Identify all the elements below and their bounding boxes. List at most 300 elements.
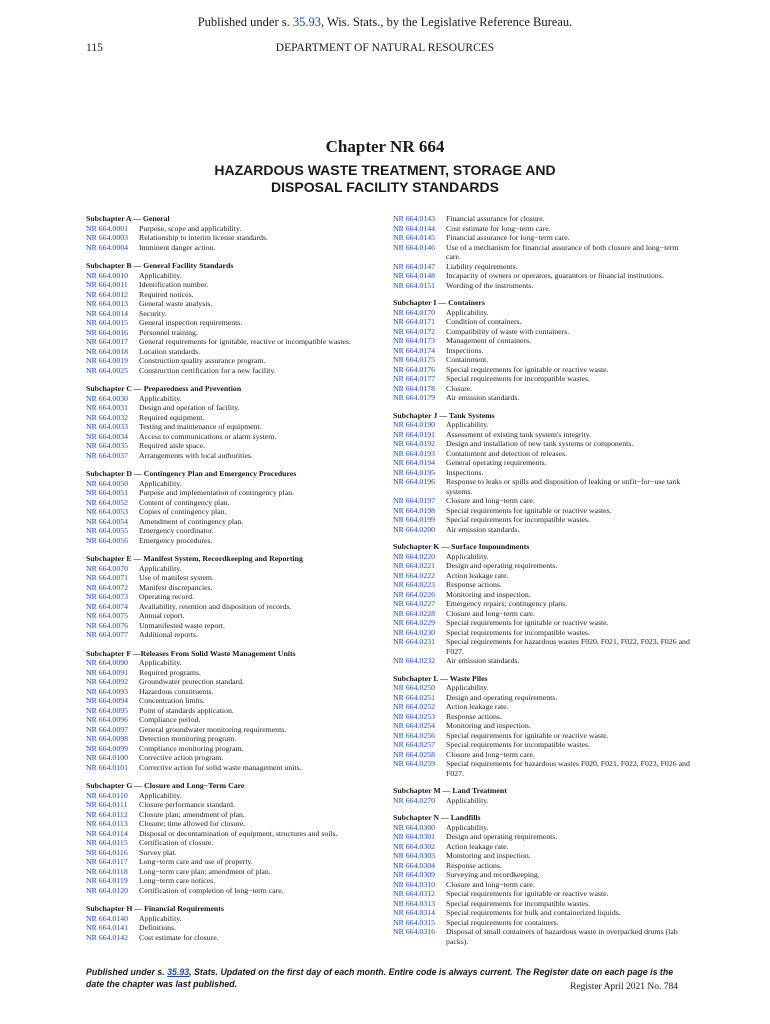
section-link[interactable]: NR 664.0119 [86, 876, 128, 885]
section-link[interactable]: NR 664.0144 [393, 223, 436, 233]
section-link[interactable]: NR 664.0175 [393, 355, 436, 364]
toc-entry [86, 224, 386, 234]
section-link[interactable]: NR 664.0095 [86, 705, 129, 715]
section-link[interactable]: NR 664.0191 [393, 429, 436, 439]
section-title: Incapacity of owners or operators, guarantors or financial institutions. [446, 271, 664, 280]
section-title: Certification of completion of long−term care. [139, 885, 284, 895]
section-link[interactable]: NR 664.0315 [393, 917, 436, 927]
toc-entry [393, 683, 693, 693]
section-link[interactable]: NR 664.0037 [86, 450, 129, 460]
section-link[interactable]: NR 664.0093 [86, 686, 129, 696]
section-link[interactable]: NR 664.0094 [86, 696, 129, 705]
section-title: Certification of closure. [139, 838, 214, 847]
section-link[interactable]: NR 664.0054 [86, 516, 129, 526]
section-title: Applicability. [139, 478, 182, 488]
section-title: Required aisle space. [139, 441, 206, 450]
toc-entry [86, 867, 386, 877]
section-link[interactable]: NR 664.0251 [393, 692, 436, 702]
section-link[interactable]: NR 664.0313 [393, 898, 436, 908]
section-title: Management of containers. [446, 336, 532, 345]
toc-entry [393, 656, 693, 666]
toc-entry [393, 927, 693, 946]
toc-entry [393, 515, 693, 525]
subchapter-heading: Subchapter I — Containers [393, 298, 485, 307]
toc-entry [393, 702, 693, 712]
section-link[interactable]: NR 664.0092 [86, 677, 129, 686]
toc-entry [86, 810, 386, 820]
section-link[interactable]: NR 664.0051 [86, 488, 129, 497]
toc-entry [393, 233, 693, 243]
toc-entry [393, 580, 693, 590]
toc-entry [393, 796, 693, 806]
section-link[interactable]: NR 664.0112 [86, 809, 128, 819]
toc-entry [86, 507, 386, 517]
toc-entry [393, 317, 693, 327]
section-link[interactable]: NR 664.0076 [86, 620, 129, 630]
section-link[interactable]: NR 664.0258 [393, 749, 436, 759]
section-link[interactable]: NR 664.0199 [393, 515, 436, 524]
section-link[interactable]: NR 664.0014 [86, 308, 129, 318]
toc-entry [86, 356, 386, 366]
section-link[interactable]: NR 664.0141 [86, 923, 129, 932]
section-title: Special requirements for bulk and containerized liquids. [446, 908, 621, 917]
toc-entry [86, 290, 386, 300]
section-title: Design and operating requirements. [446, 561, 558, 570]
section-link[interactable]: NR 664.0226 [393, 589, 436, 599]
section-title: Action leakage rate. [446, 702, 509, 711]
section-link[interactable]: NR 664.0101 [86, 762, 129, 772]
section-link[interactable]: NR 664.0018 [86, 346, 129, 356]
section-title: Liability requirements. [446, 261, 518, 271]
section-link[interactable]: NR 664.0146 [393, 242, 436, 252]
section-link[interactable]: NR 664.0055 [86, 526, 129, 535]
section-link[interactable]: NR 664.0228 [393, 608, 436, 618]
section-title: Point of standards application. [139, 705, 234, 715]
section-link[interactable]: NR 664.0032 [86, 412, 129, 422]
toc-entry [86, 630, 386, 640]
section-link[interactable]: NR 664.0004 [86, 242, 129, 252]
section-link[interactable]: NR 664.0030 [86, 393, 129, 403]
section-link[interactable]: NR 664.0016 [86, 327, 129, 337]
section-link[interactable]: NR 664.0196 [393, 477, 436, 486]
section-link[interactable]: NR 664.0304 [393, 860, 436, 870]
section-title: Annual report. [139, 611, 185, 620]
section-link[interactable]: NR 664.0179 [393, 393, 436, 402]
toc-entry [393, 214, 693, 224]
section-title: Closure. [446, 383, 473, 393]
toc-entry [393, 458, 693, 468]
section-title: Amendment of contingency plan. [139, 516, 244, 526]
section-link[interactable]: NR 664.0031 [86, 403, 129, 412]
section-title: Survey plat. [139, 847, 177, 857]
toc-entry [393, 880, 693, 890]
section-link[interactable]: NR 664.0073 [86, 592, 129, 601]
section-title: Definitions. [139, 923, 177, 932]
section-title: Applicability. [139, 913, 182, 923]
section-title: Monitoring and inspection. [446, 589, 531, 599]
toc-entry [86, 498, 386, 508]
toc-entry [86, 413, 386, 423]
section-link[interactable]: NR 664.0190 [393, 420, 436, 429]
section-link[interactable]: NR 664.0198 [393, 505, 436, 515]
section-link[interactable]: NR 664.0111 [86, 800, 128, 809]
section-title: Disposal of small containers of hazardous waste in overpacked drums (lab packs). [446, 927, 678, 946]
department-header: DEPARTMENT OF NATURAL RESOURCES [275, 42, 495, 54]
section-link[interactable]: NR 664.0143 [393, 214, 436, 223]
toc-entry [86, 403, 386, 413]
toc-entry [393, 823, 693, 833]
section-title: General waste analysis. [139, 299, 213, 308]
section-link[interactable]: NR 664.0197 [393, 496, 436, 505]
footer-prefix: Published under s. [86, 967, 168, 977]
section-link[interactable]: NR 664.0075 [86, 611, 129, 620]
toc-entry [393, 262, 693, 272]
section-link[interactable]: NR 664.0200 [393, 524, 436, 534]
toc-entry [393, 731, 693, 741]
section-link[interactable]: NR 664.0011 [86, 280, 128, 289]
section-link[interactable]: NR 664.0098 [86, 734, 129, 743]
section-link[interactable]: NR 664.0300 [393, 822, 436, 832]
toc-entry [393, 336, 693, 346]
section-title: Air emission standards. [446, 524, 520, 534]
section-link[interactable]: NR 664.0003 [86, 233, 129, 242]
section-link[interactable]: NR 664.0270 [393, 795, 436, 805]
section-title: General operating requirements. [446, 458, 547, 467]
section-link[interactable]: NR 664.0223 [393, 580, 436, 589]
section-title: General requirements for ignitable, reactive or incompatible wastes. [139, 337, 351, 346]
section-link[interactable]: NR 664.0071 [86, 573, 129, 582]
section-title: Required programs. [139, 667, 201, 677]
section-title: Applicability. [446, 795, 489, 805]
section-link[interactable]: NR 664.0151 [393, 280, 436, 290]
subchapter-heading: Subchapter N — Landfills [393, 813, 481, 822]
section-title: Special requirements for ignitable or reactive waste. [446, 889, 609, 898]
section-title: Purpose and implementation of contingency plan. [139, 488, 295, 497]
publication-prefix: Published under s. [197, 15, 293, 29]
toc-entry [393, 281, 693, 291]
toc-entry [393, 599, 693, 609]
toc-entry [86, 299, 386, 309]
section-link[interactable]: NR 664.0142 [86, 932, 129, 942]
toc-entry [393, 355, 693, 365]
section-link[interactable]: NR 664.0096 [86, 715, 129, 724]
section-title: Long−term care plan; amendment of plan. [139, 866, 271, 876]
toc-entry [86, 914, 386, 924]
section-link[interactable]: NR 664.0091 [86, 667, 129, 677]
section-link[interactable]: NR 664.0173 [393, 336, 436, 345]
section-title: Applicability. [446, 551, 489, 561]
toc-entry [393, 842, 693, 852]
section-title: Long−term care and use of property. [139, 857, 253, 866]
toc-entry [86, 838, 386, 848]
section-link[interactable]: NR 664.0302 [393, 841, 436, 851]
footer-suffix: , Stats. Updated on the first day of each month. Entire code is always current. The Register date on each page is the date the chapter was last published. [86, 967, 674, 989]
toc-entry [86, 280, 386, 290]
section-title: Compliance period. [139, 715, 201, 724]
section-title: Closure and long−term care. [446, 608, 535, 618]
section-link[interactable]: NR 664.0193 [393, 448, 436, 458]
section-link[interactable]: NR 664.0118 [86, 866, 128, 876]
section-title: Purpose, scope and applicability. [139, 223, 242, 233]
section-link[interactable]: NR 664.0035 [86, 441, 129, 450]
right-column [393, 214, 693, 946]
section-link[interactable]: NR 664.0170 [393, 307, 436, 317]
section-title: Required equipment. [139, 412, 205, 422]
section-title: Content of contingency plan. [139, 497, 230, 507]
section-title: Special requirements for incompatible wastes. [446, 627, 590, 637]
subchapter-heading: Subchapter K — Surface Impoundments [393, 542, 530, 551]
section-link[interactable]: NR 664.0001 [86, 223, 129, 233]
section-link[interactable]: NR 664.0192 [393, 439, 436, 448]
toc-entry [86, 696, 386, 706]
toc-entry [86, 526, 386, 536]
section-link[interactable]: NR 664.0033 [86, 422, 129, 431]
section-title: Air emission standards. [446, 656, 520, 665]
section-title: General groundwater monitoring requirements. [139, 724, 287, 734]
toc-entry [86, 611, 386, 621]
section-title: Special requirements for hazardous wastes F020, F021, F022, F023, F026 and F027. [446, 637, 690, 656]
toc-entry [86, 573, 386, 583]
section-link[interactable]: NR 664.0010 [86, 270, 129, 280]
section-link[interactable]: NR 664.0072 [86, 582, 129, 592]
section-title: Special requirements for ignitable or reactive waste. [446, 618, 609, 627]
toc-entry [86, 337, 386, 347]
subchapter-heading: Subchapter L — Waste Piles [393, 673, 488, 683]
footer-statute-link[interactable]: 35.93 [167, 967, 190, 977]
toc-entry [393, 525, 693, 535]
toc-entry [393, 721, 693, 731]
toc-entry [86, 725, 386, 735]
section-link[interactable]: NR 664.0025 [86, 365, 129, 375]
section-link[interactable]: NR 664.0050 [86, 478, 129, 488]
toc-entry [393, 393, 693, 403]
toc-entry [393, 439, 693, 449]
section-link[interactable]: NR 664.0015 [86, 318, 129, 327]
toc-entry [393, 870, 693, 880]
section-title: Operating record. [139, 592, 194, 601]
section-link[interactable]: NR 664.0070 [86, 563, 129, 573]
section-link[interactable]: NR 664.0177 [393, 374, 436, 383]
section-title: Design and operating requirements. [446, 832, 558, 841]
section-title: General inspection requirements. [139, 318, 243, 327]
toc-entry [393, 628, 693, 638]
section-link[interactable]: NR 664.0231 [393, 637, 436, 646]
section-link[interactable]: NR 664.0171 [393, 317, 436, 326]
section-title: Containment and detection of releases. [446, 448, 568, 458]
section-link[interactable]: NR 664.0100 [86, 753, 129, 762]
section-title: Corrective action program. [139, 753, 224, 762]
toc-entry [86, 706, 386, 716]
toc-entry [393, 693, 693, 703]
section-title: Assessment of existing tank system's integrity. [446, 429, 592, 439]
section-link[interactable]: NR 664.0254 [393, 721, 436, 730]
section-title: Response actions. [446, 580, 502, 589]
subchapter-heading: Subchapter E — Manifest System, Recordkeeping and Reporting [86, 554, 303, 563]
section-title: Imminent danger action. [139, 242, 216, 252]
section-title: Cost estimate for long−term care. [446, 223, 551, 233]
section-link[interactable]: NR 664.0312 [393, 889, 436, 898]
section-link[interactable]: NR 664.0114 [86, 828, 128, 838]
section-title: Special requirements for containers. [446, 917, 559, 927]
section-title: Special requirements for incompatible wastes. [446, 740, 590, 749]
section-title: Arrangements with local authorities. [139, 450, 253, 460]
section-title: Applicability. [446, 420, 489, 429]
section-link[interactable]: NR 664.0019 [86, 356, 129, 365]
section-title: Groundwater protection standard. [139, 677, 245, 686]
section-title: Location standards. [139, 346, 201, 356]
section-link[interactable]: NR 664.0052 [86, 497, 129, 507]
section-title: Concentration limits. [139, 696, 205, 705]
section-link[interactable]: NR 664.0113 [86, 819, 128, 828]
subchapter-heading: Subchapter C — Preparedness and Prevention [86, 384, 242, 393]
section-link[interactable]: NR 664.0053 [86, 507, 129, 516]
section-title: Action leakage rate. [446, 841, 509, 851]
section-link[interactable]: NR 664.0259 [393, 759, 436, 768]
section-link[interactable]: NR 664.0110 [86, 790, 128, 800]
section-link[interactable]: NR 664.0074 [86, 601, 129, 611]
section-title: Special requirements for incompatible wastes. [446, 898, 590, 908]
section-link[interactable]: NR 664.0257 [393, 740, 436, 749]
section-title: Financial assurance for long−term care. [446, 233, 570, 242]
section-title: Special requirements for ignitable or reactive wastes. [446, 505, 612, 515]
section-link[interactable]: NR 664.0178 [393, 383, 436, 393]
toc-entry [393, 477, 693, 496]
toc-entry [86, 715, 386, 725]
section-title: Condition of containers. [446, 317, 522, 326]
section-link[interactable]: NR 664.0256 [393, 730, 436, 740]
section-link[interactable]: NR 664.0309 [393, 870, 436, 879]
section-link[interactable]: NR 664.0090 [86, 658, 129, 667]
toc-entry [86, 366, 386, 376]
section-title: Unmanifested waste report. [139, 620, 225, 630]
toc-entry [393, 750, 693, 760]
toc-entry [393, 430, 693, 440]
toc-entry [393, 420, 693, 430]
section-link[interactable]: NR 664.0303 [393, 851, 436, 860]
toc-entry [86, 602, 386, 612]
toc-entry [86, 233, 386, 243]
statute-link[interactable]: 35.93 [292, 15, 321, 29]
section-link[interactable]: NR 664.0220 [393, 551, 436, 561]
toc-entry [86, 753, 386, 763]
toc-entry [86, 536, 386, 546]
section-link[interactable]: NR 664.0301 [393, 832, 436, 841]
section-link[interactable]: NR 664.0172 [393, 326, 436, 336]
toc-entry [393, 468, 693, 478]
toc-entry [86, 432, 386, 442]
section-link[interactable]: NR 664.0316 [393, 927, 436, 936]
section-title: Emergency repairs; contingency plans. [446, 599, 568, 608]
toc-entry [86, 583, 386, 593]
toc-entry [86, 687, 386, 697]
section-link[interactable]: NR 664.0013 [86, 299, 129, 308]
toc-entry [393, 552, 693, 562]
subchapter-heading: Subchapter H — Financial Requirements [86, 904, 224, 913]
toc-entry [86, 876, 386, 886]
section-link[interactable]: NR 664.0176 [393, 364, 436, 374]
section-title: Response actions. [446, 860, 502, 870]
section-title: Cost estimate for closure. [139, 932, 219, 942]
section-link[interactable]: NR 664.0120 [86, 885, 129, 895]
section-link[interactable]: NR 664.0195 [393, 467, 436, 477]
toc-entry [86, 592, 386, 602]
section-title: Surveying and recordkeeping. [446, 870, 540, 879]
section-title: Identification number. [139, 280, 209, 289]
toc-entry [86, 309, 386, 319]
section-link[interactable]: NR 664.0077 [86, 630, 129, 639]
section-link[interactable]: NR 664.0115 [86, 838, 128, 847]
toc-entry [86, 328, 386, 338]
toc-entry [86, 857, 386, 867]
toc-entry [393, 908, 693, 918]
section-link[interactable]: NR 664.0253 [393, 711, 436, 721]
section-title: Special requirements for ignitable or reactive waste. [446, 730, 609, 740]
toc-entry [393, 224, 693, 234]
section-title: Applicability. [139, 563, 182, 573]
toc-entry [393, 832, 693, 842]
section-link[interactable]: NR 664.0012 [86, 289, 129, 299]
section-title: Applicability. [139, 790, 182, 800]
toc-entry [393, 449, 693, 459]
section-link[interactable]: NR 664.0222 [393, 570, 436, 580]
section-link[interactable]: NR 664.0056 [86, 535, 129, 545]
section-title: Additional reports. [139, 630, 198, 639]
section-title: Special requirements for incompatible wastes. [446, 374, 590, 383]
section-title: Emergency coordinator. [139, 526, 214, 535]
section-title: Use of manifest system. [139, 573, 214, 582]
subchapter-heading: Subchapter B — General Facility Standards [86, 261, 234, 270]
section-link[interactable]: NR 664.0116 [86, 847, 128, 857]
section-link[interactable]: NR 664.0148 [393, 271, 436, 280]
section-title: Hazardous constituents. [139, 686, 214, 696]
section-link[interactable]: NR 664.0230 [393, 627, 436, 637]
section-link[interactable]: NR 664.0145 [393, 233, 436, 242]
section-title: Corrective action for solid waste management units. [139, 762, 302, 772]
section-link[interactable]: NR 664.0034 [86, 431, 129, 441]
section-title: Closure and long−term care. [446, 496, 535, 505]
toc-entry [86, 318, 386, 328]
toc-entry [86, 422, 386, 432]
toc-entry [86, 517, 386, 527]
toc-entry [393, 271, 693, 281]
section-link[interactable]: NR 664.0194 [393, 458, 436, 467]
toc-entry [86, 347, 386, 357]
section-link[interactable]: NR 664.0099 [86, 743, 129, 753]
publication-notice [0, 15, 770, 30]
section-link[interactable]: NR 664.0252 [393, 702, 436, 711]
section-title: Personnel training. [139, 327, 198, 337]
section-link[interactable]: NR 664.0117 [86, 857, 128, 866]
section-link[interactable]: NR 664.0314 [393, 908, 436, 917]
section-link[interactable]: NR 664.0140 [86, 913, 129, 923]
section-link[interactable]: NR 664.0227 [393, 599, 436, 608]
section-link[interactable]: NR 664.0229 [393, 618, 436, 627]
section-link[interactable]: NR 664.0232 [393, 656, 436, 665]
section-title: Closure and long−term care. [446, 749, 535, 759]
section-link[interactable]: NR 664.0017 [86, 337, 129, 346]
section-link[interactable]: NR 664.0174 [393, 345, 436, 355]
section-link[interactable]: NR 664.0097 [86, 724, 129, 734]
section-title: Special requirements for hazardous wastes F020, F021, F022, F023, F026 and F027. [446, 759, 690, 778]
section-title: Air emission standards. [446, 393, 520, 402]
section-link[interactable]: NR 664.0250 [393, 683, 436, 692]
toc-entry [86, 800, 386, 810]
section-link[interactable]: NR 664.0221 [393, 561, 436, 570]
section-link[interactable]: NR 664.0310 [393, 879, 436, 889]
toc-entry [86, 848, 386, 858]
toc-entry [86, 668, 386, 678]
section-link[interactable]: NR 664.0147 [393, 261, 436, 271]
